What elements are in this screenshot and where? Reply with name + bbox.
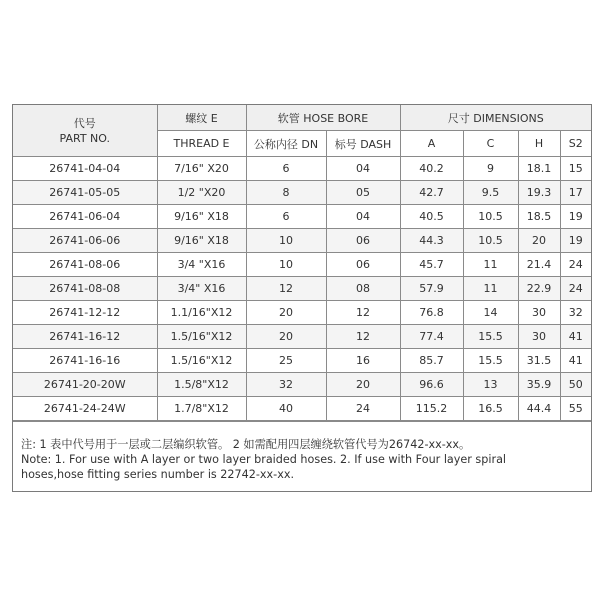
notes [13,421,591,491]
dim-a-header: A [400,131,463,157]
dash-cell: 08 [326,277,400,301]
dim-h-cell: 30 [518,325,560,349]
table-row [13,157,591,181]
dash-cell: 04 [326,205,400,229]
thread-cell: 3/4 "X16 [157,253,246,277]
dn-cell: 25 [246,349,326,373]
dim-a-cell: 57.9 [400,277,463,301]
dim-a-cell: 96.6 [400,373,463,397]
dim-c-cell: 10.5 [463,205,518,229]
dim-s2-cell: 15 [560,157,591,181]
dn-header: 公称内径 DN [246,131,326,157]
dash-cell: 12 [326,301,400,325]
part-no-header: 代号 PART NO. [13,105,157,157]
thread-cell: 1.1/16"X12 [157,301,246,325]
dn-cell: 10 [246,229,326,253]
table-row [13,325,591,349]
dim-a-cell: 76.8 [400,301,463,325]
dash-cell: 16 [326,349,400,373]
dn-cell: 8 [246,181,326,205]
dim-c-cell: 14 [463,301,518,325]
dim-a-cell: 115.2 [400,397,463,421]
dim-h-cell: 20 [518,229,560,253]
dim-h-cell: 22.9 [518,277,560,301]
table-row [13,301,591,325]
dim-h-cell: 21.4 [518,253,560,277]
thread-cell: 1.5/8"X12 [157,373,246,397]
part-no-cell: 26741-06-06 [13,229,157,253]
dim-h-cell: 19.3 [518,181,560,205]
thread-cell: 3/4" X16 [157,277,246,301]
part-no-cell: 26741-12-12 [13,301,157,325]
dim-c-cell: 11 [463,253,518,277]
thread-cell: 1/2 "X20 [157,181,246,205]
dim-c-header: C [463,131,518,157]
spec-sheet [12,104,592,492]
part-no-cell: 26741-08-08 [13,277,157,301]
dn-cell: 6 [246,205,326,229]
dim-s2-cell: 19 [560,229,591,253]
thread-en-header: THREAD E [157,131,246,157]
part-no-cell: 26741-05-05 [13,181,157,205]
dim-a-cell: 77.4 [400,325,463,349]
table-row [13,397,591,421]
dash-header: 标号 DASH [326,131,400,157]
dim-s2-cell: 41 [560,349,591,373]
dash-cell: 06 [326,253,400,277]
dim-s2-cell: 17 [560,181,591,205]
dash-cell: 06 [326,229,400,253]
dim-a-cell: 42.7 [400,181,463,205]
table-row [13,229,591,253]
part-no-cell: 26741-20-20W [13,373,157,397]
part-no-cell: 26741-06-04 [13,205,157,229]
dn-cell: 12 [246,277,326,301]
dim-c-cell: 15.5 [463,325,518,349]
table-row [13,349,591,373]
thread-cell: 7/16" X20 [157,157,246,181]
table-row [13,253,591,277]
table-row [13,205,591,229]
dim-h-cell: 44.4 [518,397,560,421]
dn-cell: 6 [246,157,326,181]
dim-c-cell: 15.5 [463,349,518,373]
table-row [13,373,591,397]
dim-c-cell: 9 [463,157,518,181]
table-row [13,277,591,301]
dim-a-cell: 45.7 [400,253,463,277]
dim-s2-cell: 41 [560,325,591,349]
part-no-cell: 26741-16-12 [13,325,157,349]
dim-c-cell: 16.5 [463,397,518,421]
dn-cell: 40 [246,397,326,421]
dim-s2-cell: 32 [560,301,591,325]
dim-h-cell: 31.5 [518,349,560,373]
dim-s2-header: S2 [560,131,591,157]
thread-cn-header: 螺纹 E [157,105,246,131]
dimensions-header: 尺寸 DIMENSIONS [400,105,591,131]
dim-s2-cell: 24 [560,277,591,301]
dn-cell: 20 [246,325,326,349]
dim-h-cell: 18.1 [518,157,560,181]
note-cn: 注: 1 表中代号用于一层或二层编织软管。 2 如需配用四层缠绕软管代号为26742-xx-xx。 [21,438,471,451]
dim-c-cell: 13 [463,373,518,397]
dim-a-cell: 40.2 [400,157,463,181]
dim-c-cell: 10.5 [463,229,518,253]
dn-cell: 10 [246,253,326,277]
dim-h-cell: 30 [518,301,560,325]
dash-cell: 04 [326,157,400,181]
dim-s2-cell: 24 [560,253,591,277]
table-row [13,181,591,205]
dash-cell: 20 [326,373,400,397]
dim-s2-cell: 55 [560,397,591,421]
table-body [13,157,591,421]
dim-h-cell: 18.5 [518,205,560,229]
note-en-line-1: Note: 1. For use with A layer or two layer braided hoses. 2. If use with Four layer spiral [21,453,507,466]
fitting-spec-table [13,105,591,421]
dim-h-header: H [518,131,560,157]
thread-cell: 9/16" X18 [157,229,246,253]
dn-cell: 32 [246,373,326,397]
part-no-cell: 26741-08-06 [13,253,157,277]
dim-a-cell: 44.3 [400,229,463,253]
hose-bore-header: 软管 HOSE BORE [246,105,400,131]
thread-cell: 1.7/8"X12 [157,397,246,421]
part-no-cell: 26741-16-16 [13,349,157,373]
dim-s2-cell: 50 [560,373,591,397]
note-en-line-2: hoses,hose fitting series number is 22742-xx-xx. [21,468,295,481]
dash-cell: 24 [326,397,400,421]
dim-a-cell: 85.7 [400,349,463,373]
dim-c-cell: 11 [463,277,518,301]
dim-c-cell: 9.5 [463,181,518,205]
thread-cell: 1.5/16"X12 [157,325,246,349]
dim-h-cell: 35.9 [518,373,560,397]
thread-cell: 1.5/16"X12 [157,349,246,373]
part-no-cell: 26741-04-04 [13,157,157,181]
dash-cell: 12 [326,325,400,349]
dn-cell: 20 [246,301,326,325]
dash-cell: 05 [326,181,400,205]
part-no-cell: 26741-24-24W [13,397,157,421]
dim-s2-cell: 19 [560,205,591,229]
dim-a-cell: 40.5 [400,205,463,229]
thread-cell: 9/16" X18 [157,205,246,229]
